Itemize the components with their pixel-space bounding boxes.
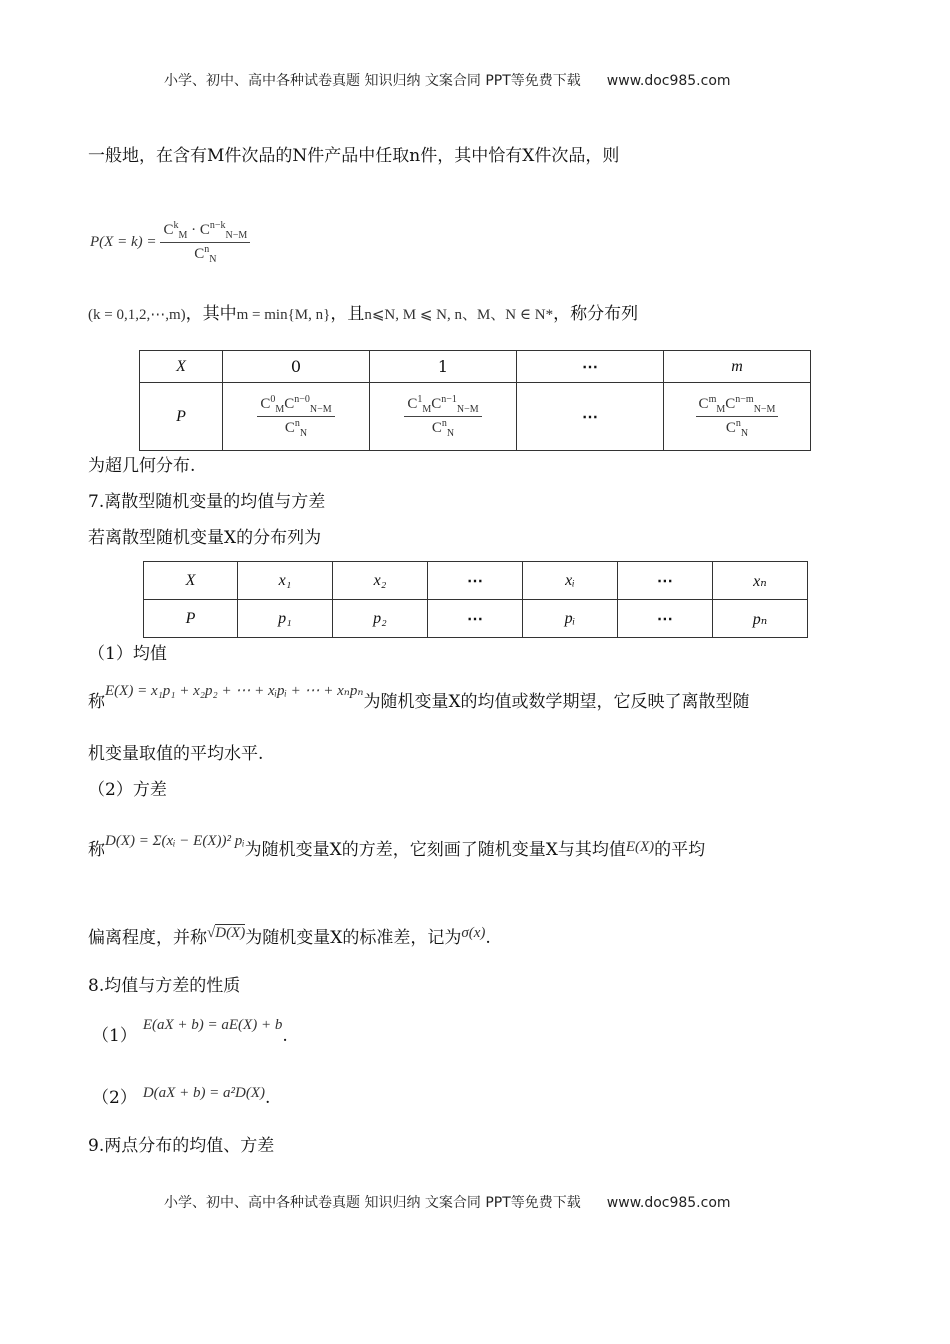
formula-lhs: P(X = k) = xyxy=(90,234,157,250)
property-1 xyxy=(92,1017,288,1049)
table-row xyxy=(144,600,808,638)
header-site: www.doc985.com xyxy=(606,73,731,89)
variance-prefix: 称 xyxy=(88,840,105,860)
table-cell: X xyxy=(144,562,238,600)
header-text: 小学、初中、高中各种试卷真题 知识归纳 文案合同 PPT等免费下载 xyxy=(164,73,581,89)
mean-prefix: 称 xyxy=(88,692,105,712)
section-8-title: 8.均值与方差的性质 xyxy=(88,976,241,996)
mean-paragraph xyxy=(88,683,750,715)
range-text-1: ，其中 xyxy=(185,304,237,324)
table-cell xyxy=(370,383,517,451)
table-cell: ⋯ xyxy=(427,562,522,600)
mean-subheading: （1）均值 xyxy=(88,644,167,664)
formula-fraction xyxy=(160,220,250,265)
mean-formula: E(X) = x₁p₁ + x₂p₂ + ⋯ + xᵢpᵢ + ⋯ + xₙpₙ xyxy=(105,683,364,699)
sigma-symbol: σ(x) xyxy=(461,925,486,941)
table-cell: X xyxy=(140,351,223,383)
property-1-label: （1） xyxy=(92,1026,137,1046)
variance-description: 为随机变量X的方差，它刻画了随机变量X与其均值 xyxy=(244,840,626,860)
hypergeometric-conclusion: 为超几何分布. xyxy=(88,456,196,476)
property-1-formula: E(aX + b) = aE(X) + b xyxy=(142,1017,283,1033)
footer-text: 小学、初中、高中各种试卷真题 知识归纳 文案合同 PPT等免费下载 xyxy=(164,1195,581,1211)
table-cell: m xyxy=(664,351,811,383)
table-cell: ⋯ xyxy=(617,562,712,600)
table-cell: pᵢ xyxy=(522,600,617,638)
property-1-period: . xyxy=(282,1026,288,1046)
table-cell xyxy=(664,383,811,451)
property-2 xyxy=(92,1086,270,1111)
range-paragraph xyxy=(88,302,638,327)
table-row xyxy=(140,383,811,451)
table-row xyxy=(140,351,811,383)
table-cell: xᵢ xyxy=(522,562,617,600)
variance-paragraph xyxy=(88,833,706,863)
intro-paragraph: 一般地，在含有M件次品的N件产品中任取n件，其中恰有X件次品，则 xyxy=(88,146,620,166)
section-7-intro: 若离散型随机变量X的分布列为 xyxy=(88,528,322,548)
formula-denominator: $C^n_N$ xyxy=(194,244,217,265)
m-definition: m = min{M, n} xyxy=(236,307,331,323)
range-text-2: ，且 xyxy=(330,304,365,324)
k-range: (k = 0,1,2,⋯,m) xyxy=(88,307,186,323)
range-text-3: ，称分布列 xyxy=(553,304,639,324)
prob-fraction: $\frac{C^m_MC^{n-m}_{N-M}}{C^n_N}$ xyxy=(696,394,779,439)
prob-fraction: $\frac{C^1_MC^{n-1}_{N-M}}{C^n_N}$ xyxy=(404,394,481,439)
footer-site: www.doc985.com xyxy=(606,1195,731,1211)
variance-formula: D(X) = Σ(xᵢ − E(X))² pᵢ xyxy=(105,833,245,849)
table-cell: ⋯ xyxy=(427,600,522,638)
table-cell: ⋯ xyxy=(517,351,664,383)
property-2-label: （2） xyxy=(92,1088,137,1108)
std-period: . xyxy=(485,928,491,948)
table-cell: P xyxy=(140,383,223,451)
constraint: n⩽N, M ⩽ N, n、M、N ∈ N* xyxy=(364,307,554,323)
expectation-symbol: E(X) xyxy=(625,839,655,855)
table-cell: 1 xyxy=(370,351,517,383)
property-2-formula: D(aX + b) = a²D(X) xyxy=(142,1085,266,1101)
section-7-title: 7.离散型随机变量的均值与方差 xyxy=(88,492,326,512)
table-cell: ⋯ xyxy=(517,383,664,451)
property-2-period: . xyxy=(265,1088,271,1108)
std-text-2: 为随机变量X的标准差，记为 xyxy=(245,928,462,948)
sqrt-expression: √D(X) xyxy=(207,925,246,941)
table-cell: p₁ xyxy=(237,600,332,638)
variance-subheading: （2）方差 xyxy=(88,780,167,800)
section-9-title: 9.两点分布的均值、方差 xyxy=(88,1136,275,1156)
hypergeometric-formula xyxy=(90,220,250,265)
mean-description: 为随机变量X的均值或数学期望，它反映了离散型随 xyxy=(363,692,750,712)
table-cell: p₂ xyxy=(332,600,427,638)
table-cell: 0 xyxy=(223,351,370,383)
table-cell: xₙ xyxy=(712,562,807,600)
page-header xyxy=(164,70,731,90)
table-cell: x₂ xyxy=(332,562,427,600)
prob-fraction: $\frac{C^0_MC^{n-0}_{N-M}}{C^n_N}$ xyxy=(257,394,334,439)
table-row xyxy=(144,562,808,600)
table-cell: ⋯ xyxy=(617,600,712,638)
std-text-1: 偏离程度，并称 xyxy=(88,928,207,948)
hypergeometric-table xyxy=(139,350,811,451)
formula-numerator: $C^k_M \cdot C^{n-k}_{N-M}$ xyxy=(160,220,250,243)
page-footer xyxy=(164,1192,731,1212)
variance-description-end: 的平均 xyxy=(654,840,706,860)
sqrt-radicand: D(X) xyxy=(215,925,246,941)
table-cell: x₁ xyxy=(237,562,332,600)
variance-paragraph-line2 xyxy=(88,926,491,951)
distribution-table xyxy=(143,561,808,638)
table-cell xyxy=(223,383,370,451)
table-cell: P xyxy=(144,600,238,638)
table-cell: pₙ xyxy=(712,600,807,638)
mean-paragraph-line2: 机变量取值的平均水平. xyxy=(88,744,264,764)
